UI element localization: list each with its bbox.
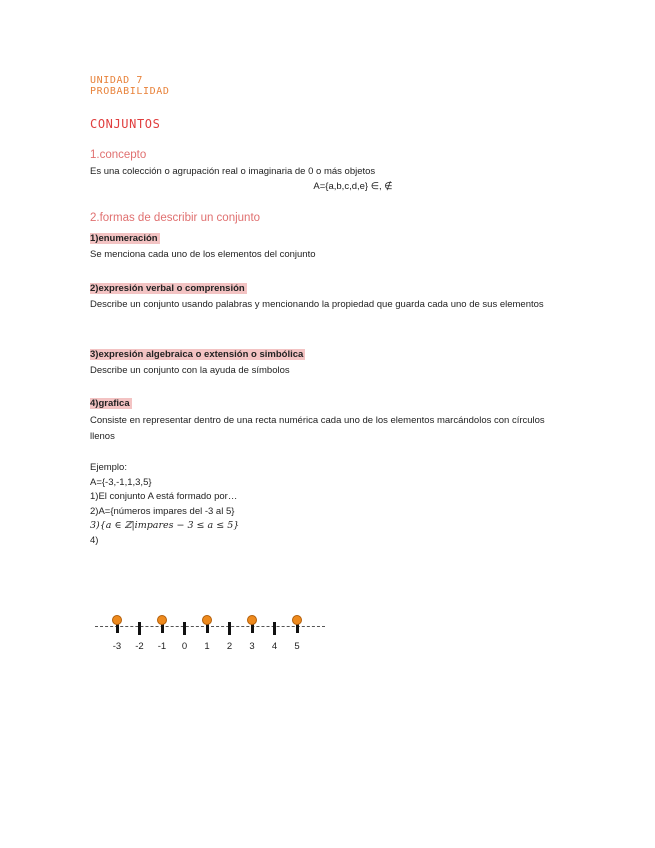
tick-mark [273,622,276,635]
tick-mark [183,622,186,635]
example-line-1: A={-3,-1,1,3,5} [90,476,152,488]
tick-label: 5 [294,641,300,652]
subheading-comprension: 2)expresión verbal o comprensión [90,283,245,294]
comprension-text: Describe un conjunto usando palabras y mencionando la propiedad que guarda cada uno de sus elementos [90,299,544,310]
filled-point [112,615,122,625]
unit-title [90,75,169,97]
number-line [95,608,335,658]
example-line-3: 2)A={números impares del -3 al 5} [90,505,235,517]
topic-title: CONJUNTOS [90,117,161,131]
grafica-text: Consiste en representar dentro de una recta numérica cada uno de los elementos marcándolos con círculos llenos [90,415,545,442]
example-line-4: 3){a ∈ ℤ|impares − 3 ≤ a ≤ 5} [90,520,240,531]
unit-number: UNIDAD 7 [90,75,143,86]
tick-label: 4 [271,641,278,652]
filled-point [202,615,212,625]
subheading-enumeracion: 1)enumeración [90,233,158,244]
filled-point [247,615,257,625]
tick-label: 3 [249,641,255,652]
filled-point [292,615,302,625]
example-line-5: 4) [90,534,99,546]
tick-mark [138,622,141,635]
set-example-line: A={a,b,c,d,e} ∈, ∉ [313,181,393,192]
filled-point [157,615,167,625]
simbolica-text: Describe un conjunto con la ayuda de símbolos [90,365,290,376]
unit-topic: PROBABILIDAD [90,86,170,97]
section-heading-concepto: 1.concepto [90,149,147,161]
example-line-2: 1)El conjunto A está formado por… [90,491,238,502]
tick-label: -3 [112,641,122,652]
tick-mark [228,622,231,635]
tick-label: 0 [181,641,188,652]
tick-label: -2 [135,641,144,652]
tick-label: 1 [204,641,210,652]
enumeracion-text: Se menciona cada uno de los elementos del conjunto [90,249,316,260]
example-title: Ejemplo: [90,462,127,473]
tick-label: -1 [157,641,167,652]
section-heading-formas: 2.formas de describir un conjunto [90,212,261,224]
tick-label: 2 [226,641,233,652]
number-line-axis [95,626,325,627]
concept-text: Es una colección o agrupación real o imaginaria de 0 o más objetos [90,166,376,177]
example-block [90,461,239,548]
subheading-grafica: 4)grafica [90,398,130,409]
subheading-simbolica: 3)expresión algebraica o extensión o simbólica [90,349,304,360]
